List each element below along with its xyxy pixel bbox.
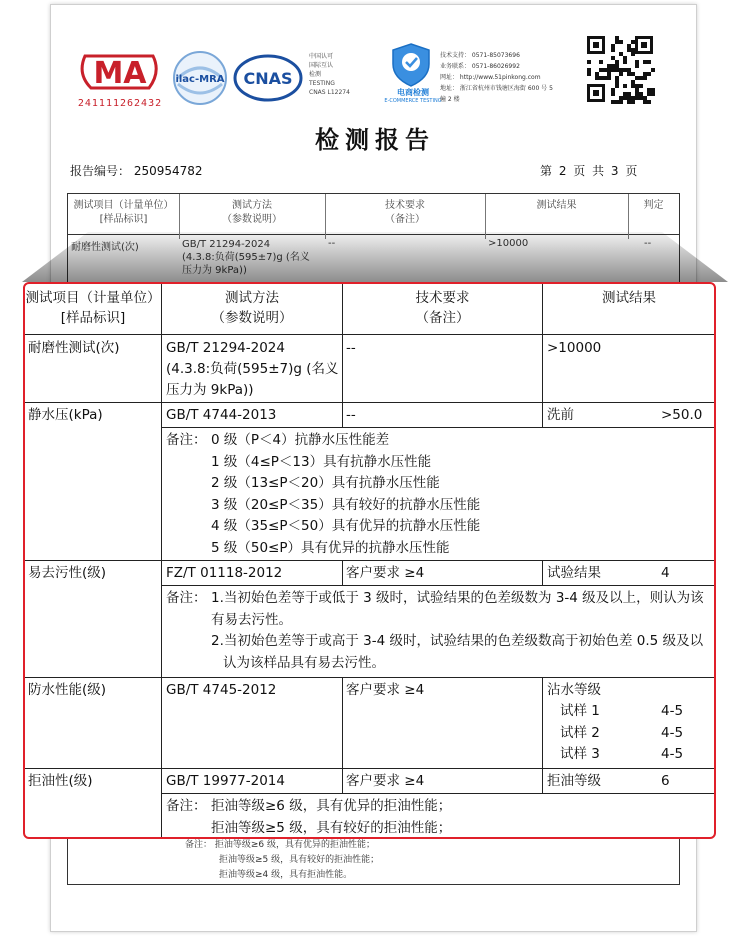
- page-info: 第 2 页 共 3 页: [540, 164, 638, 178]
- bg-header-text: 判定: [643, 200, 664, 211]
- qr-module: [619, 100, 623, 104]
- note-line: 5 级（50≤P）具有优异的抗静水压性能: [211, 539, 450, 556]
- qr-module: [639, 84, 643, 88]
- qr-module: [611, 56, 615, 60]
- qr-module: [599, 76, 603, 80]
- qr-module: [627, 100, 631, 104]
- report-number: 报告编号： 250954782: [70, 164, 203, 178]
- qr-module: [631, 96, 635, 100]
- col-divider: [715, 284, 716, 402]
- qr-module: [635, 96, 639, 100]
- qr-module: [619, 72, 623, 76]
- abrasion-method: [166, 338, 339, 401]
- soil-notes: [211, 588, 704, 674]
- qr-module: [607, 68, 611, 72]
- sample-value: 4-5: [661, 703, 684, 719]
- cnas-logo: [233, 52, 303, 104]
- bg-note-line: 拒油等级≥5 级，具有较好的拒油性能；: [219, 855, 380, 865]
- soil-req: 客户要求 ≥4: [346, 565, 425, 581]
- qr-module: [631, 40, 635, 44]
- ec-subtitle: E-COMMERCE TESTING: [384, 98, 442, 104]
- qr-module: [643, 60, 647, 64]
- qr-module: [611, 92, 615, 96]
- col-divider: [542, 560, 543, 585]
- note-line: 3 级（20≤P＜35）具有较好的抗静水压性能: [211, 496, 481, 513]
- qr-module: [631, 100, 635, 104]
- soil-method: FZ/T 01118-2012: [166, 565, 283, 581]
- col-divider: [542, 677, 543, 793]
- bg-header-text: （备注）: [385, 214, 425, 225]
- cnas-caption-line: TESTING: [309, 80, 335, 87]
- qr-module: [627, 48, 631, 52]
- qr-module: [607, 64, 611, 68]
- bg-note-line: 备注： 拒油等级≥6 级，具有优异的拒油性能；: [185, 840, 375, 850]
- qr-module: [615, 40, 619, 44]
- cnas-caption-line: 国际互认: [309, 62, 334, 69]
- qr-module: [615, 84, 619, 88]
- qr-module: [619, 52, 623, 56]
- abrasion-result: >10000: [547, 340, 602, 356]
- bg-header-text: 测试结果: [536, 200, 577, 211]
- row-divider: [161, 427, 716, 428]
- abrasion-item: 耐磨性测试(次): [28, 340, 120, 356]
- qr-module: [619, 96, 623, 100]
- certification-logos: [75, 40, 675, 110]
- qr-module: [615, 80, 619, 84]
- qr-module: [651, 68, 655, 72]
- cma-logo-text: MA: [93, 56, 147, 91]
- cnas-caption-line: 中国认可: [309, 53, 334, 60]
- row-divider: [25, 768, 716, 769]
- qr-module: [623, 60, 627, 64]
- row-divider: [161, 793, 716, 794]
- note-line: 拒油等级≥6 级，具有优异的拒油性能；: [211, 798, 452, 814]
- header-item: [25, 288, 161, 328]
- header-text: （备注）: [415, 310, 470, 326]
- qr-module: [615, 76, 619, 80]
- col-divider: [342, 677, 343, 793]
- contact-info: [440, 50, 580, 105]
- bg-header-text: 测试项目（计量单位）: [73, 200, 174, 211]
- method-line: 压力为 9kPa)): [166, 382, 254, 398]
- soil-result-value: 4: [661, 565, 670, 581]
- qr-module: [619, 40, 623, 44]
- report-title: 检测报告: [315, 125, 435, 154]
- qr-module: [651, 92, 655, 96]
- qr-module: [595, 72, 599, 76]
- zoomed-table: [23, 282, 716, 839]
- qr-module: [611, 44, 615, 48]
- qr-module: [643, 72, 647, 76]
- qr-module: [635, 76, 639, 80]
- water-req: 客户要求 ≥4: [346, 682, 425, 698]
- qr-module: [587, 60, 591, 64]
- cnas-caption-line: 检测: [309, 71, 322, 78]
- header-text: 技术要求: [415, 290, 470, 306]
- qr-module: [631, 48, 635, 52]
- zoom-shade: [22, 232, 728, 282]
- ec-title: 电商检测: [397, 88, 429, 97]
- water-sample-labels: [560, 701, 600, 766]
- qr-module: [603, 68, 607, 72]
- row-divider: [161, 585, 716, 586]
- contact-line: 技术支持： 0571-85073696: [440, 52, 520, 59]
- hydro-method: GB/T 4744-2013: [166, 407, 277, 423]
- qr-module: [647, 100, 651, 104]
- ilac-logo-text: ilac-MRA: [175, 74, 225, 85]
- qr-module: [627, 68, 631, 72]
- oil-req: 客户要求 ≥4: [346, 773, 425, 789]
- qr-module: [603, 76, 607, 80]
- qr-module: [611, 68, 615, 72]
- qr-module: [631, 52, 635, 56]
- oil-notes: [211, 796, 451, 839]
- qr-module: [639, 92, 643, 96]
- qr-module: [615, 64, 619, 68]
- bg-footer-note: [185, 838, 379, 883]
- qr-module: [639, 96, 643, 100]
- header-result: [543, 288, 715, 308]
- note-line: 1 级（4≤P＜13）具有抗静水压性能: [211, 453, 432, 470]
- qr-module: [587, 68, 591, 72]
- qr-module: [611, 100, 615, 104]
- header-text: 测试项目（计量单位）: [25, 290, 161, 306]
- qr-module: [635, 88, 639, 92]
- header-req: [343, 288, 542, 328]
- cma-logo: [75, 48, 165, 108]
- qr-module: [615, 60, 619, 64]
- water-method: GB/T 4745-2012: [166, 682, 277, 698]
- cnas-logo-text: CNAS: [243, 69, 293, 88]
- cma-number: 241111262432: [77, 98, 163, 109]
- note-line: 4 级（35≤P＜50）具有优异的抗静水压性能: [211, 518, 481, 534]
- qr-module: [639, 76, 643, 80]
- qr-module: [615, 100, 619, 104]
- bg-header-row: [68, 194, 679, 235]
- note-line: 0 级（P＜4）抗静水压性能差: [211, 432, 390, 448]
- contact-line: 地址： 浙江省杭州市钱塘区海街 600 号 5: [440, 85, 553, 92]
- note-line: 认为该样品具有易去污性。: [223, 654, 385, 671]
- qr-module: [623, 96, 627, 100]
- qr-module: [599, 60, 603, 64]
- qr-module: [635, 84, 639, 88]
- qr-module: [651, 88, 655, 92]
- header-text: [样品标识]: [60, 310, 126, 326]
- header-text: （参数说明）: [211, 310, 293, 326]
- hydro-result-value: >50.0: [661, 407, 703, 423]
- bg-header-text: 测试方法: [232, 200, 272, 211]
- ilac-mra-logo: [172, 50, 228, 106]
- qr-module: [607, 72, 611, 76]
- cnas-caption: [309, 52, 375, 97]
- bg-header-text: （参数说明）: [222, 214, 282, 225]
- qr-module: [627, 96, 631, 100]
- qr-module: [611, 88, 615, 92]
- method-line: GB/T 21294-2024: [166, 340, 285, 356]
- abrasion-req: --: [346, 340, 356, 356]
- qr-module: [647, 92, 651, 96]
- bg-note-line: 拒油等级≥4 级，具有拒油性能。: [219, 870, 353, 880]
- contact-line: 网址： http://www.51pinkong.com: [440, 74, 541, 81]
- header-text: 测试方法: [225, 290, 279, 306]
- qr-module: [627, 72, 631, 76]
- qr-module: [611, 48, 615, 52]
- method-line: (4.3.8:负荷(595±7)g (名义: [166, 361, 339, 377]
- water-result-title: 沾水等级: [547, 682, 601, 698]
- bg-header-text: 技术要求: [385, 200, 425, 211]
- hydro-req: --: [346, 407, 356, 423]
- qr-module: [607, 76, 611, 80]
- qr-module: [631, 80, 635, 84]
- note-line: 有易去污性。: [211, 611, 292, 628]
- qr-module: [587, 72, 591, 76]
- qr-module: [615, 36, 619, 40]
- contact-line: 幢 2 楼: [440, 96, 460, 103]
- qr-module: [635, 64, 639, 68]
- qr-module: [643, 96, 647, 100]
- hydro-item: 静水压(kPa): [28, 407, 103, 423]
- sample-value: 4-5: [661, 746, 684, 762]
- qr-module: [643, 100, 647, 104]
- water-sample-values: [661, 701, 683, 766]
- row-divider: [25, 560, 716, 561]
- soil-note-prefix: 备注：: [166, 590, 207, 606]
- oil-result-value: 6: [661, 773, 670, 789]
- qr-module: [611, 64, 615, 68]
- oil-method: GB/T 19977-2014: [166, 773, 285, 789]
- cnas-caption-line: CNAS L12274: [309, 89, 350, 96]
- oil-result-label: 拒油等级: [547, 773, 601, 789]
- qr-module: [599, 68, 603, 72]
- qr-module: [623, 84, 627, 88]
- water-item: 防水性能(级): [28, 682, 107, 698]
- sample-label: 试样 3: [560, 746, 600, 762]
- row-divider: [25, 334, 716, 335]
- row-divider: [25, 677, 716, 678]
- soil-item: 易去污性(级): [28, 565, 107, 581]
- header-text: 测试结果: [602, 290, 656, 306]
- note-line: 2.当初始色差等于或高于 3-4 级时，试验结果的色差级数高于初始色差 0.5 级及以: [211, 633, 704, 649]
- oil-note-prefix: 备注：: [166, 798, 207, 814]
- qr-module: [647, 60, 651, 64]
- sample-value: 4-5: [661, 724, 684, 741]
- bg-header-text: [样品标识]: [99, 214, 148, 225]
- note-line: 拒油等级≥5 级，具有较好的拒油性能；: [211, 819, 452, 836]
- oil-item: 拒油性(级): [28, 773, 93, 789]
- soil-result-label: 试验结果: [547, 565, 601, 581]
- col-divider: [342, 560, 343, 585]
- qr-module: [631, 84, 635, 88]
- qr-module: [623, 56, 627, 60]
- qr-module: [619, 68, 623, 72]
- qr-module: [635, 92, 639, 96]
- hydro-note-prefix: 备注：: [166, 432, 207, 448]
- qr-module: [635, 60, 639, 64]
- qr-module: [647, 72, 651, 76]
- col-divider: [161, 284, 162, 839]
- sample-label: 试样 2: [560, 724, 600, 741]
- qr-module: [647, 88, 651, 92]
- qr-module: [627, 92, 631, 96]
- hydro-notes: [211, 430, 480, 559]
- hydro-result-label: 洗前: [547, 407, 574, 423]
- sample-label: 试样 1: [560, 703, 600, 719]
- row-divider: [25, 402, 716, 403]
- qr-module: [595, 76, 599, 80]
- contact-line: 业务联系： 0571-86026992: [440, 63, 520, 70]
- qr-module: [627, 44, 631, 48]
- qr-module: [631, 72, 635, 76]
- qr-module: [623, 92, 627, 96]
- qr-module: [623, 68, 627, 72]
- qr-module: [615, 68, 619, 72]
- qr-code[interactable]: [585, 34, 655, 104]
- note-line: 2 级（13≤P＜20）具有抗静水压性能: [211, 475, 440, 491]
- note-line: 1.当初始色差等于或低于 3 级时，试验结果的色差级数为 3-4 级及以上，则认为该: [211, 590, 704, 606]
- qr-module: [643, 76, 647, 80]
- header-method: [162, 288, 342, 328]
